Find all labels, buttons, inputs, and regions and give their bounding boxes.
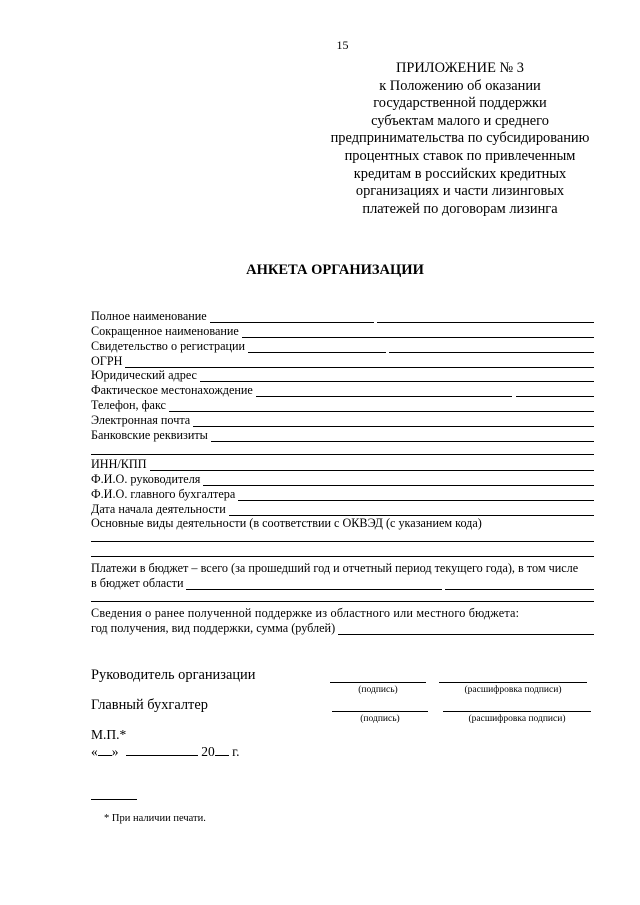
accountant-decoding-hint: (расшифровка подписи) [468,714,566,724]
form-title: АНКЕТА ОРГАНИЗАЦИИ [246,262,424,278]
appendix-line: предпринимательства по субсидированию [330,130,590,147]
start-date-field[interactable] [91,502,594,516]
appendix-header [300,60,620,218]
start-date-label: Дата начала деятельности [91,502,226,516]
month-blank[interactable] [126,743,198,756]
date-open-quote: « [91,744,98,759]
director-signature-hint: (подпись) [358,685,398,695]
year-blank[interactable] [215,743,229,756]
date-row[interactable] [91,743,240,760]
full-name-label: Полное наименование [91,309,207,323]
director-name-label: Ф.И.О. руководителя [91,472,201,486]
phone-fax-field[interactable] [91,398,594,412]
activities-line-1[interactable] [91,541,594,542]
prior-support-label: год получения, вид поддержки, сумма (рублей) [91,621,336,635]
payments-text: Платежи в бюджет – всего (за прошедший год и отчетный период текущего года), в том числе [91,561,579,575]
bank-details-label: Банковские реквизиты [91,428,208,442]
actual-location-label: Фактическое местонахождение [91,383,253,397]
day-blank[interactable] [98,743,112,756]
start-date-input-line[interactable] [229,504,594,516]
registration-certificate-field[interactable] [91,339,594,353]
prior-support-field[interactable] [91,621,594,635]
appendix-line: субъектам малого и среднего [371,112,549,129]
director-decoding-hint: (расшифровка подписи) [464,685,562,695]
director-name-input-line[interactable] [203,474,594,486]
appendix-line: кредитам в российских кредитных [353,165,567,182]
full-name-input-line[interactable] [210,311,594,323]
full-name-field[interactable] [91,309,594,323]
short-name-input-line[interactable] [242,326,594,338]
regional-budget-input-line[interactable] [186,578,594,590]
inn-kpp-input-line[interactable] [150,459,594,471]
director-signature-line[interactable] [330,682,426,683]
director-decoding-line[interactable] [439,682,587,683]
page-number: 15 [336,38,349,52]
year-prefix: 20 [201,744,215,759]
footnote-text: * При наличии печати. [104,813,206,824]
bank-details-extra-line[interactable] [91,454,594,455]
inn-kpp-field[interactable] [91,457,594,471]
bank-details-input-line[interactable] [211,430,594,442]
appendix-line: государственной поддержки [373,95,547,112]
regional-budget-field[interactable] [91,576,594,590]
director-signature-label: Руководитель организации [91,667,256,683]
inn-kpp-label: ИНН/КПП [91,457,147,471]
activities-line-2[interactable] [91,556,594,557]
email-label: Электронная почта [91,413,191,427]
legal-address-label: Юридический адрес [91,368,197,382]
accountant-signature-line[interactable] [332,711,428,712]
phone-fax-label: Телефон, факс [91,398,166,412]
actual-location-field[interactable] [91,383,594,397]
appendix-line: организациях и части лизинговых [355,183,565,200]
accountant-signature-hint: (подпись) [360,714,400,724]
ogrn-label: ОГРН [91,354,123,368]
appendix-title: ПРИЛОЖЕНИЕ № 3 [396,60,524,76]
legal-address-input-line[interactable] [200,370,594,382]
appendix-line: процентных ставок по привлеченным [344,147,576,164]
year-suffix: г. [232,744,240,759]
short-name-field[interactable] [91,324,594,338]
date-close-quote: » [111,744,119,759]
bank-details-field[interactable] [91,428,594,442]
prior-support-input-line[interactable] [338,623,594,635]
accountant-decoding-line[interactable] [443,711,591,712]
legal-address-field[interactable] [91,368,594,382]
phone-fax-input-line[interactable] [169,400,594,412]
chief-accountant-name-input-line[interactable] [238,489,594,501]
stamp-label: М.П.* [91,727,127,742]
chief-accountant-name-label: Ф.И.О. главного бухгалтера [91,487,236,501]
email-field[interactable] [91,413,594,427]
email-input-line[interactable] [193,415,594,427]
appendix-line: к Положению об оказании [379,77,541,94]
ogrn-input-line[interactable] [125,356,594,368]
prior-support-text: Сведения о ранее полученной поддержке из областного или местного бюджета: [91,606,520,620]
footnote-separator [91,799,137,800]
ogrn-field[interactable] [91,354,594,368]
actual-location-input-line[interactable] [256,385,594,397]
accountant-signature-label: Главный бухгалтер [91,697,208,713]
payments-extra-line[interactable] [91,601,594,602]
registration-certificate-input-line[interactable] [248,341,594,353]
registration-certificate-label: Свидетельство о регистрации [91,339,246,353]
appendix-line: платежей по договорам лизинга [362,200,558,217]
activities-label: Основные виды деятельности (в соответствии с ОКВЭД (с указанием кода) [91,516,482,530]
regional-budget-label: в бюджет области [91,576,184,590]
short-name-label: Сокращенное наименование [91,324,239,338]
chief-accountant-name-field[interactable] [91,487,594,501]
director-name-field[interactable] [91,472,594,486]
